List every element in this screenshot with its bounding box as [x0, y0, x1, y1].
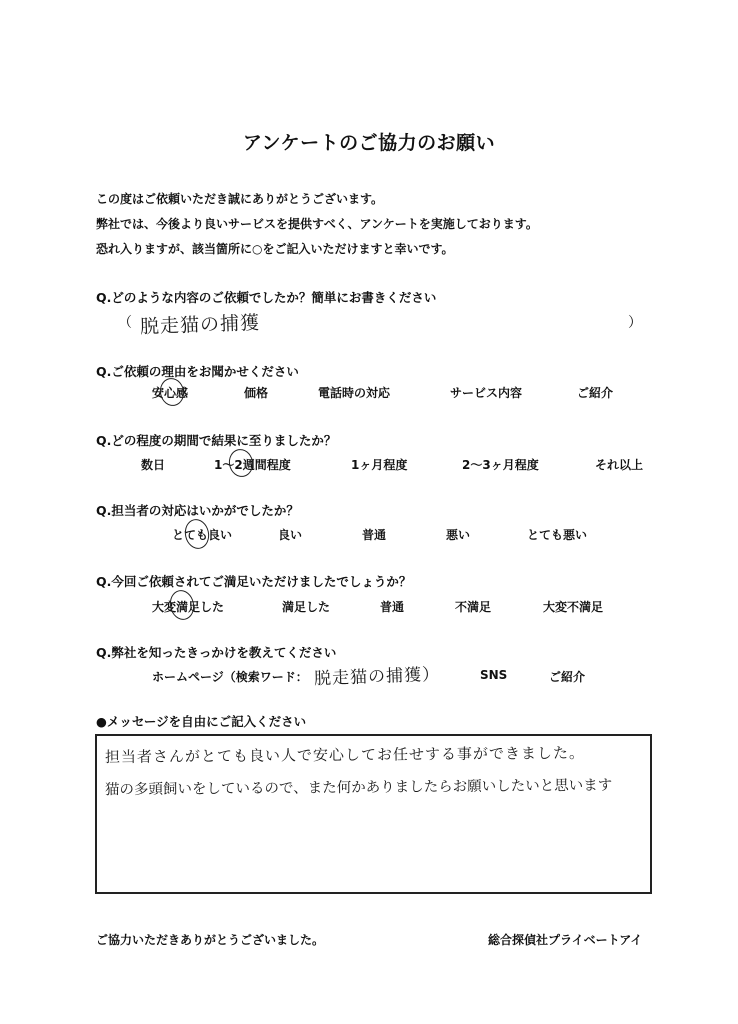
question-request-content: Q.どのような内容のご依頼でしたか？簡単にお書きください — [96, 290, 437, 305]
footer-company-name: 総合探偵社プライベートアイ — [488, 933, 643, 947]
option-service-content[interactable]: サービス内容 — [450, 386, 523, 400]
question-period: Q.どの程度の期間で結果に至りましたか？ — [96, 433, 337, 448]
option-2-3-months[interactable]: 2～3ヶ月程度 — [462, 458, 539, 472]
option-referral[interactable]: ご紹介 — [577, 386, 614, 400]
option-1-2-weeks[interactable]: 1～2週間程度 — [214, 458, 291, 472]
question-request-reason: Q.ご依頼の理由をお聞かせください — [96, 364, 299, 379]
intro-line-3: 恐れ入りますが、該当箇所に○をご記入いただけますと幸いです。 — [96, 242, 454, 256]
handwritten-message-line-1: 担当者さんがとても良い人で安心してお任せする事ができました。 — [104, 743, 586, 767]
message-box[interactable] — [95, 734, 652, 894]
option-several-days[interactable]: 数日 — [141, 458, 166, 472]
page-title: アンケートのご協力のお願い — [242, 132, 496, 154]
option-satisfied[interactable]: 満足した — [282, 600, 331, 614]
question-satisfaction: Q.今回ご依頼されてご満足いただけましたでしょうか？ — [96, 574, 412, 589]
option-good[interactable]: 良い — [278, 528, 303, 542]
option-more[interactable]: それ以上 — [595, 458, 644, 472]
selection-circle-mark — [167, 588, 197, 622]
handwritten-request-answer[interactable]: 脱走猫の捕獲 — [139, 311, 261, 339]
selection-circle-mark — [182, 517, 212, 551]
intro-line-1: この度はご依頼いただき誠にありがとうございます。 — [96, 192, 384, 206]
answer-close-paren: ） — [628, 315, 642, 331]
footer-thanks: ご協力いただきありがとうございました。 — [96, 933, 325, 947]
option-1-month[interactable]: 1ヶ月程度 — [351, 458, 408, 472]
option-price[interactable]: 価格 — [244, 386, 269, 400]
option-referral-source[interactable]: ご紹介 — [549, 670, 586, 684]
option-very-bad[interactable]: とても悪い — [527, 528, 588, 542]
option-reassurance[interactable]: 安心感 — [152, 386, 189, 400]
option-homepage-label[interactable]: ホームページ（検索ワード： — [152, 670, 308, 684]
option-normal[interactable]: 普通 — [362, 528, 387, 542]
option-very-good[interactable]: とても良い — [172, 528, 233, 542]
message-heading: ●メッセージを自由にご記入ください — [96, 714, 307, 729]
selection-circle-mark — [226, 447, 255, 479]
handwritten-search-word[interactable]: 脱走猫の捕獲） — [313, 664, 441, 690]
option-normal-satisfaction[interactable]: 普通 — [380, 600, 405, 614]
option-very-satisfied[interactable]: 大変満足した — [152, 600, 225, 614]
question-how-found: Q.弊社を知ったきっかけを教えてください — [96, 645, 337, 660]
answer-open-paren: （ — [118, 315, 132, 331]
option-bad[interactable]: 悪い — [446, 528, 471, 542]
selection-circle-mark — [157, 376, 186, 408]
option-dissatisfied[interactable]: 不満足 — [455, 600, 492, 614]
question-staff-response: Q.担当者の対応はいかがでしたか？ — [96, 503, 299, 518]
option-phone-response[interactable]: 電話時の対応 — [318, 386, 391, 400]
option-very-dissatisfied[interactable]: 大変不満足 — [543, 600, 604, 614]
intro-line-2: 弊社では、今後より良いサービスを提供すべく、アンケートを実施しております。 — [96, 217, 538, 231]
option-sns[interactable]: SNS — [480, 668, 508, 682]
handwritten-message-line-2: 猫の多頭飼いをしているので、また何かありましたらお願いしたいと思います — [104, 777, 613, 799]
